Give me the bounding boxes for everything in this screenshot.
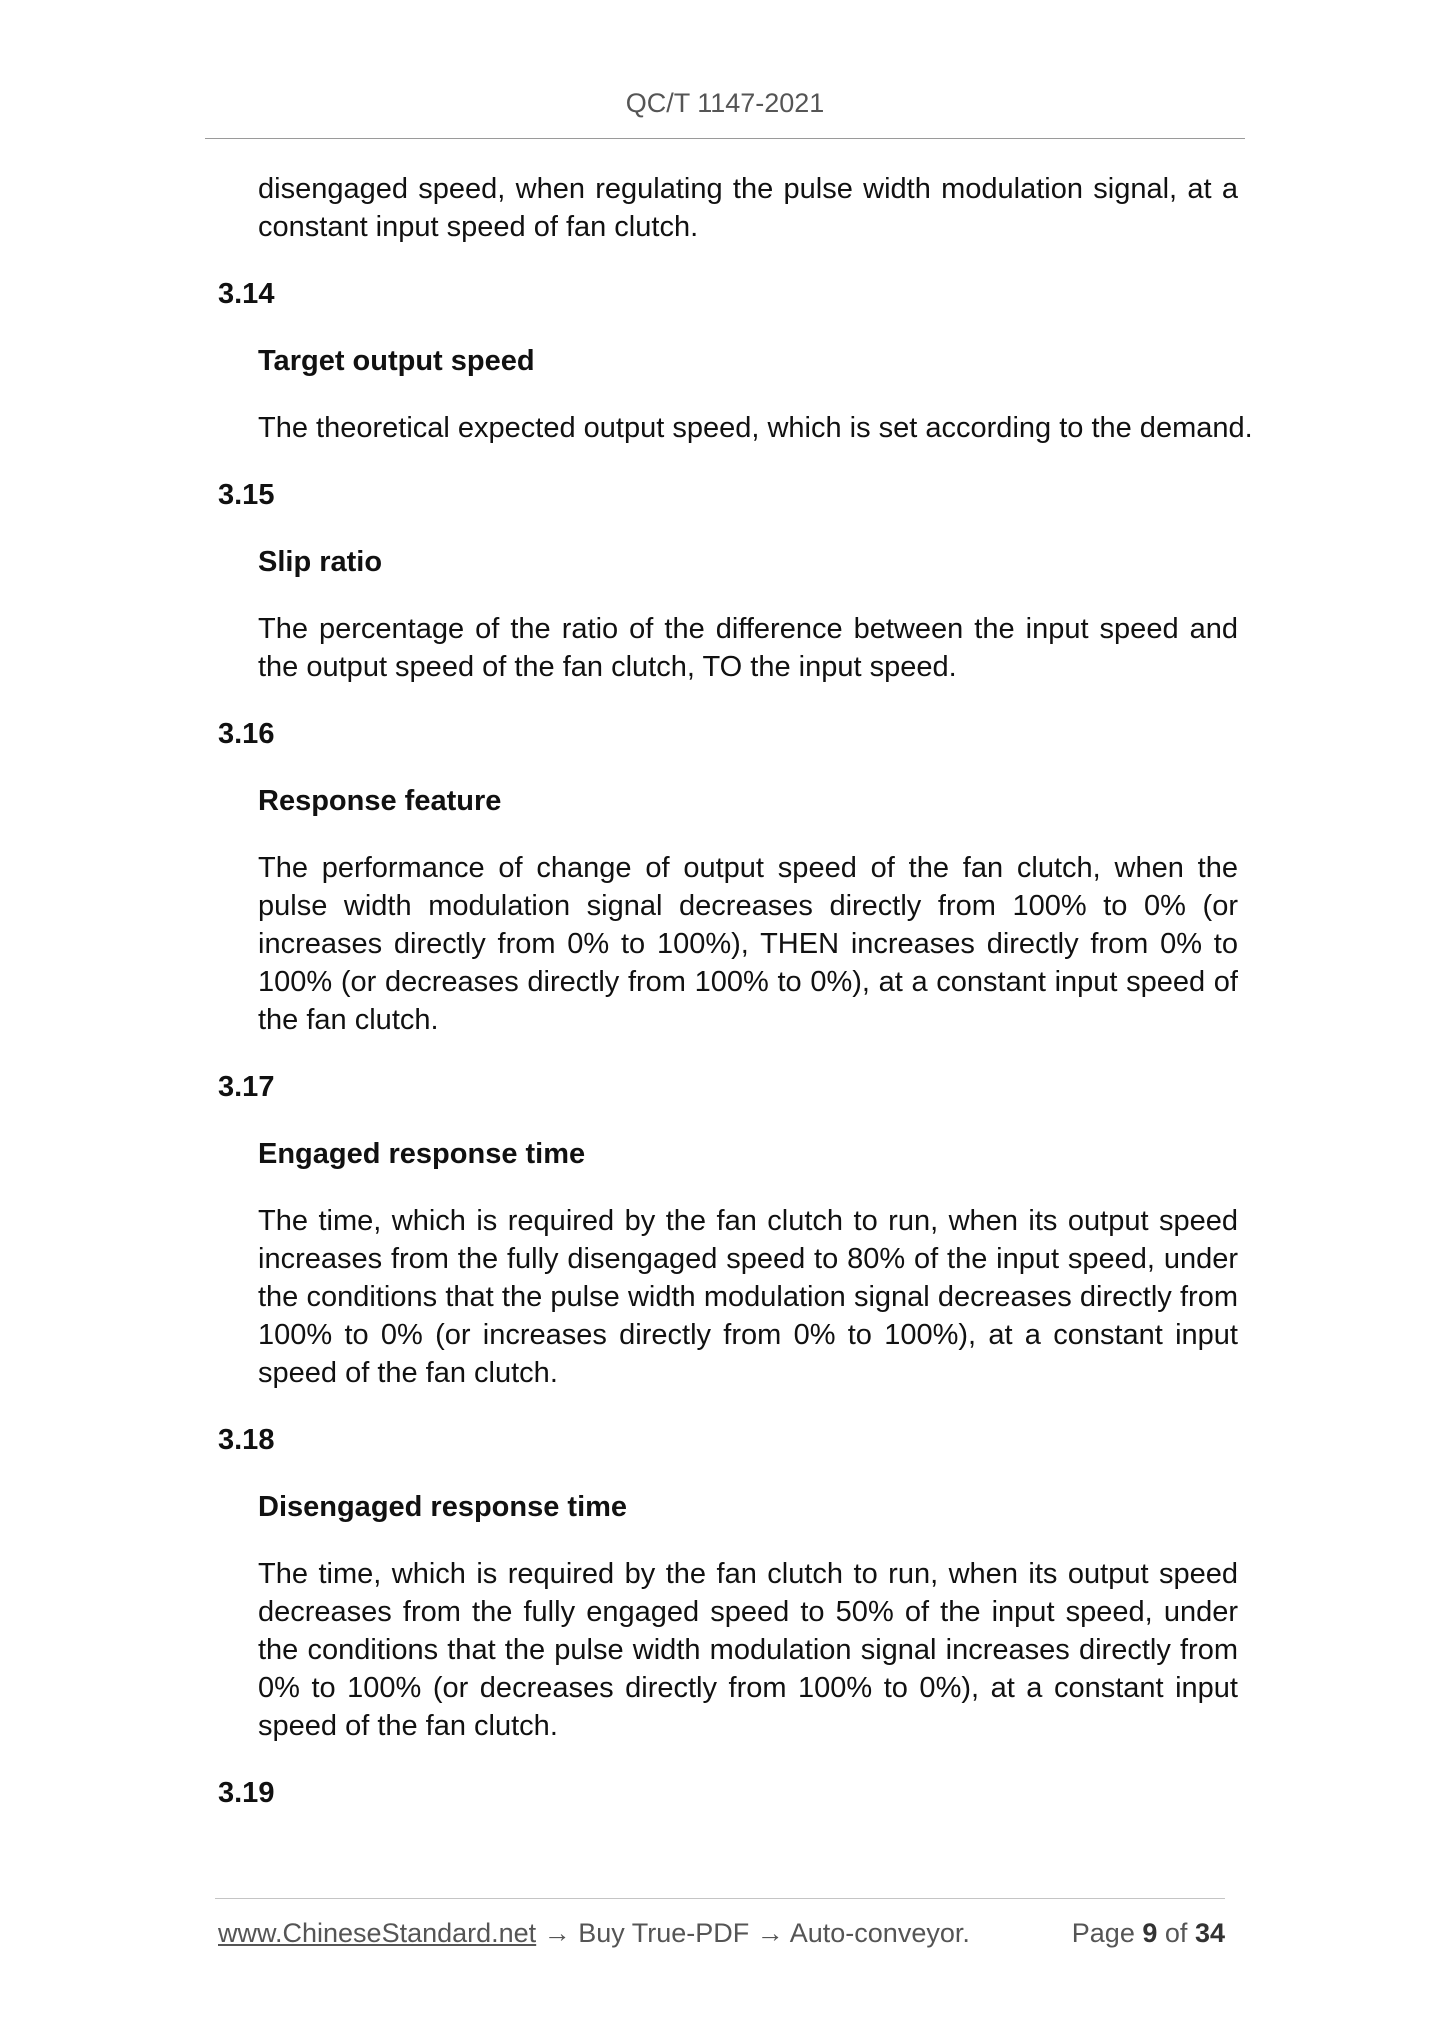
section-term: Slip ratio xyxy=(258,546,383,578)
section-term: Disengaged response time xyxy=(258,1491,628,1523)
footer-links xyxy=(218,1918,970,1948)
continued-paragraph: disengaged speed, when regulating the pulse width modulation signal, at a constant input speed of fan clutch. xyxy=(258,173,1238,243)
footer-breadcrumb: → Buy True-PDF → Auto-conveyor. xyxy=(536,1918,970,1948)
footer-divider xyxy=(215,1898,1225,1899)
section-definition: The percentage of the ratio of the difference between the input speed and the output speed of the fan clutch, TO the input speed. xyxy=(258,613,1238,683)
document-code: QC/T 1147-2021 xyxy=(625,88,825,118)
section-number: 3.14 xyxy=(218,278,275,310)
section-term: Target output speed xyxy=(258,345,535,377)
section-3-15 xyxy=(218,476,1238,686)
page-current: 9 xyxy=(1142,1918,1158,1948)
of-word: of xyxy=(1164,1918,1188,1948)
section-3-14 xyxy=(218,275,1253,447)
page-word: Page xyxy=(1071,1918,1135,1948)
section-term: Response feature xyxy=(258,785,502,817)
chinese-standard-link[interactable]: www.ChineseStandard.net xyxy=(218,1918,537,1948)
section-3-18 xyxy=(218,1421,1238,1745)
page-header xyxy=(205,88,1245,119)
document-body xyxy=(218,170,1253,1812)
section-3-16 xyxy=(218,715,1238,1039)
section-definition: The time, which is required by the fan clutch to run, when its output speed increases from the fully disengaged speed to 80% of the input speed, under the conditions that the pulse width modulation signal decreases directly from 100% to 0% (or increases directly from 0% to 100%), at a constant input speed of the fan clutch. xyxy=(258,1205,1238,1389)
section-number: 3.15 xyxy=(218,479,275,511)
page-footer xyxy=(218,1918,1225,1949)
section-3-17 xyxy=(218,1068,1238,1392)
section-number: 3.18 xyxy=(218,1424,275,1456)
section-definition: The theoretical expected output speed, which is set according to the demand. xyxy=(258,412,1253,444)
header-divider xyxy=(205,138,1245,139)
section-term: Engaged response time xyxy=(258,1138,586,1170)
section-number-3-19: 3.19 xyxy=(218,1777,275,1809)
section-number: 3.16 xyxy=(218,718,275,750)
section-number: 3.17 xyxy=(218,1071,275,1103)
page-indicator xyxy=(1072,1918,1225,1949)
section-definition: The time, which is required by the fan clutch to run, when its output speed decreases from the fully engaged speed to 50% of the input speed, under the conditions that the pulse width modulation signal increases directly from 0% to 100% (or decreases directly from 100% to 0%), at a constant input speed of the fan clutch. xyxy=(258,1558,1238,1742)
section-definition: The performance of change of output speed of the fan clutch, when the pulse width modulation signal decreases directly from 100% to 0% (or increases directly from 0% to 100%), THEN increases directly from 0% to 100% (or decreases directly from 100% to 0%), at a constant input speed of the fan clutch. xyxy=(258,852,1238,1036)
page-total: 34 xyxy=(1194,1918,1225,1948)
